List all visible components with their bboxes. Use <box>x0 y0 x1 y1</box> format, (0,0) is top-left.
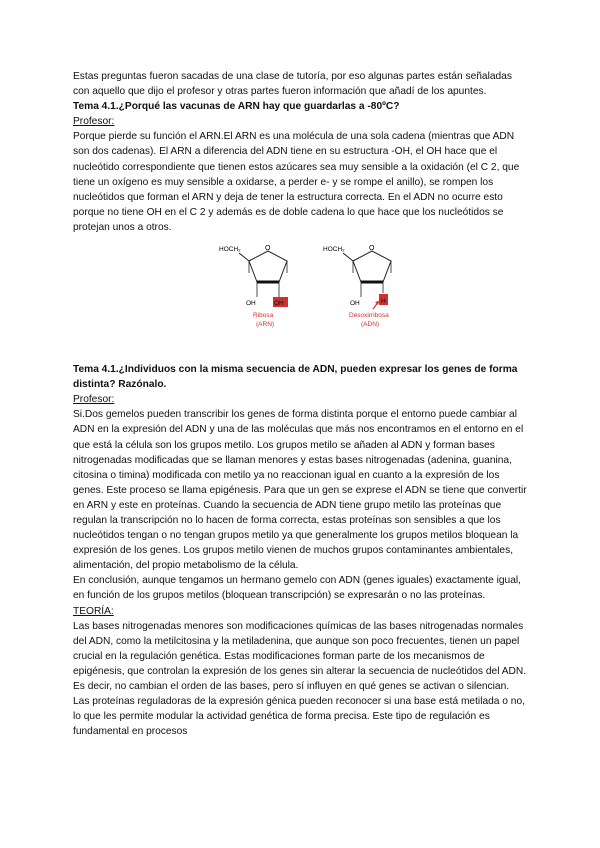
section2-title: Tema 4.1.¿Individuos con la misma secuencia de ADN, pueden expresar los genes de forma distinta? Razónalo. <box>73 364 518 391</box>
ribose-oh-right: OH <box>274 300 284 308</box>
section2-theory: Las bases nitrogenadas menores son modificaciones químicas de las bases nitrogenadas normales del ADN, como la metilcitosina y la metiladenina, que aunque son poco frecuentes, tienen un papel crucial en la regulación genética. Estas modificaciones forman parte de los mecanismos de epigénesis, que controlan la expresión de los genes sin alterar la secuencia de nucleótidos del ADN. Es decir, no cambian el orden de las bases, pero sí influyen en qué genes se activan o silencian. Las proteínas reguladoras de la expresión génica pueden reconocer si una base está metilada o no, lo que les permite modular la actividad genética de forma precisa. Este tipo de regulación es fundamental en procesos <box>73 620 527 738</box>
deoxyribose-ring <box>353 251 391 282</box>
section1-body: Porque pierde su función el ARN.El ARN es una molécula de una sola cadena (mientras que ADN son dos cadenas). El ARN a diferencia del ADN tiene en su estructura -OH, el OH hace que el nucleótido correspondiente que tienen estos azúcares sea muy sensible a la oxidación (el C 2, que tiene un oxígeno es muy sensible a oxidarse, a perder e- y se rompe el anillo), se rompen los nucleótidos que forman el ARN y deja de tener la estructura correcta. En el ADN no ocurre esto porque no tiene OH en el C 2 y además es de doble cadena lo que hace que los nucleótidos se protejan unos a otros. <box>73 131 520 233</box>
ribose-deoxyribose-figure <box>213 237 513 329</box>
deoxyribose-o-label: O <box>369 245 375 253</box>
deoxyribose-structure <box>323 245 391 328</box>
ribose-hoch2-label: HOCH₂ <box>219 246 241 254</box>
deoxyribose-oh-left: OH <box>350 300 360 308</box>
section-gap <box>73 329 528 362</box>
section1-professor-label: Profesor: <box>73 116 115 128</box>
section2-body: Si.Dos gemelos pueden transcribir los genes de forma distinta porque el entorno puede cambiar al ADN en la expresión del ADN y una de las moléculas que más nos encontramos en el entorno en el que está la célula son los grupos metilo. Los grupos metilo se añaden al ADN y forman bases nitrogenadas modificadas que se llaman menores y estas bases nitrogenadas (adenina, guanina, citosina o timina) modificada con metilo ya no reaccionan igual en cuanto a la expresión de los genes. Este proceso se llama epigénesis. Para que un gen se exprese el ADN se tiene que convertir en ARN y este en proteínas. Cuando la secuencia de ADN tiene grupo metilo las proteínas que regulan la transcripción no lo hacen de forma correcta, estas proteínas son sensibles a que los nucleótidos tengan o no tengan grupos metilo ya que generalmente los grupos metilos bloquean la expresión de los genes. Los grupos metilo vienen de muchos grupos contaminantes ambientales, alimentación, del propio metabolismo de la célula. <box>73 409 527 572</box>
deoxyribose-c5-bond <box>343 253 353 261</box>
intro-paragraph: Estas preguntas fueron sacadas de una clase de tutoría, por eso algunas partes están señaladas con aquello que dijo el profesor y otras partes fueron información que añadí de los apuntes. <box>73 71 512 98</box>
deoxyribose-caption: Desoxirribosa <box>349 312 389 320</box>
document-content <box>73 69 528 739</box>
ribose-c5-bond <box>239 253 249 261</box>
ribose-caption: Ribosa <box>253 312 274 320</box>
deoxyribose-h-label: H <box>381 298 386 306</box>
section2-theory-label: TEORÍA: <box>73 605 114 617</box>
ribose-structure <box>219 245 288 328</box>
ribose-oh-left: OH <box>246 300 256 308</box>
ribose-o-label: O <box>265 245 271 253</box>
ribose-caption-sub: (ARN) <box>256 321 275 329</box>
sugar-structures-diagram <box>213 237 513 329</box>
section2-conclusion: En conclusión, aunque tengamos un hermano gemelo con ADN (genes iguales) exactamente igual, en función de los grupos metilos (bloquean transcripción) se expresarán o no las proteínas. <box>73 575 521 602</box>
section1-title: Tema 4.1.¿Porqué las vacunas de ARN hay que guardarlas a -80ºC? <box>73 101 400 113</box>
ribose-ring <box>249 251 287 282</box>
deoxyribose-hoch2-label: HOCH₂ <box>323 246 345 254</box>
section2-professor-label: Profesor: <box>73 394 115 406</box>
deoxyribose-caption-sub: (ADN) <box>361 321 380 329</box>
